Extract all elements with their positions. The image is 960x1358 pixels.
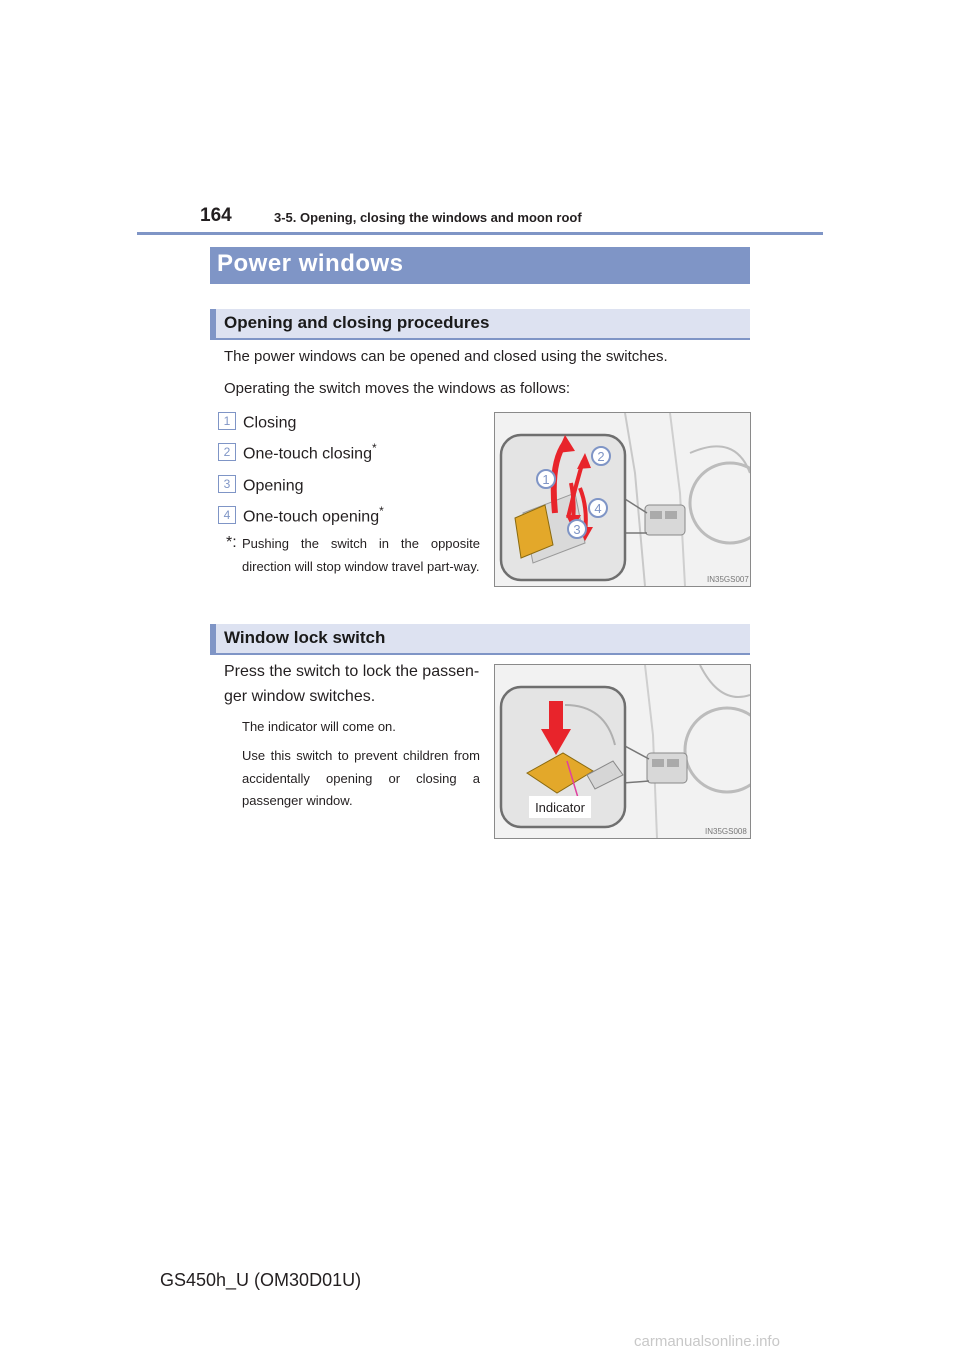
- figure-code: IN35GS007: [707, 575, 749, 584]
- footer-model: GS450h_U (OM30D01U): [160, 1270, 362, 1290]
- section-heading-text: Window lock switch: [224, 628, 386, 647]
- callout-3: 3: [573, 522, 581, 537]
- lead-text: Operating the switch moves the windows as follows:: [224, 380, 570, 397]
- switch-figure: [494, 412, 751, 587]
- window-switch-illustration: [495, 413, 750, 586]
- callout-1: 1: [542, 472, 550, 487]
- figure-code: IN35GS008: [705, 827, 747, 836]
- instruction-line-1: Press the switch to lock the passen-: [224, 663, 480, 680]
- header-rule: [137, 232, 823, 235]
- section-heading-text: Opening and closing procedures: [224, 313, 490, 332]
- section-heading-procedures: [210, 309, 750, 340]
- callout-4: 4: [594, 501, 602, 516]
- note-indicator: The indicator will come on.: [242, 719, 396, 734]
- item-label: Closing: [243, 414, 297, 432]
- watermark: carmanualsonline.info: [634, 1333, 780, 1350]
- window-lock-illustration: [495, 665, 750, 838]
- section-heading-window-lock: [210, 624, 750, 655]
- page-title-bar: [210, 247, 750, 284]
- indicator-label: Indicator: [535, 800, 585, 815]
- page-title: Power windows: [217, 250, 404, 277]
- footnote-text: Pushing the switch in the opposite direction will stop window travel part-way.: [242, 536, 480, 574]
- callout-2: 2: [597, 449, 605, 464]
- instruction-line-2: ger window switches.: [224, 688, 376, 705]
- intro-text: The power windows can be opened and closed using the switches.: [224, 348, 668, 365]
- item-label: One-touch closing*: [243, 441, 377, 463]
- item-label: Opening: [243, 477, 304, 495]
- breadcrumb: 3-5. Opening, closing the windows and moon roof: [274, 210, 582, 225]
- note-usage: Use this switch to prevent children from accidentally opening or closing a passenger window.: [242, 748, 480, 808]
- item-number: 3: [218, 475, 236, 493]
- item-label: One-touch opening*: [243, 504, 384, 526]
- lock-switch-figure: [494, 664, 751, 839]
- item-number: 1: [218, 412, 236, 430]
- footnote-mark: *:: [226, 534, 237, 551]
- page-number: 164: [200, 205, 232, 226]
- item-number: 2: [218, 443, 236, 461]
- item-number: 4: [218, 506, 236, 524]
